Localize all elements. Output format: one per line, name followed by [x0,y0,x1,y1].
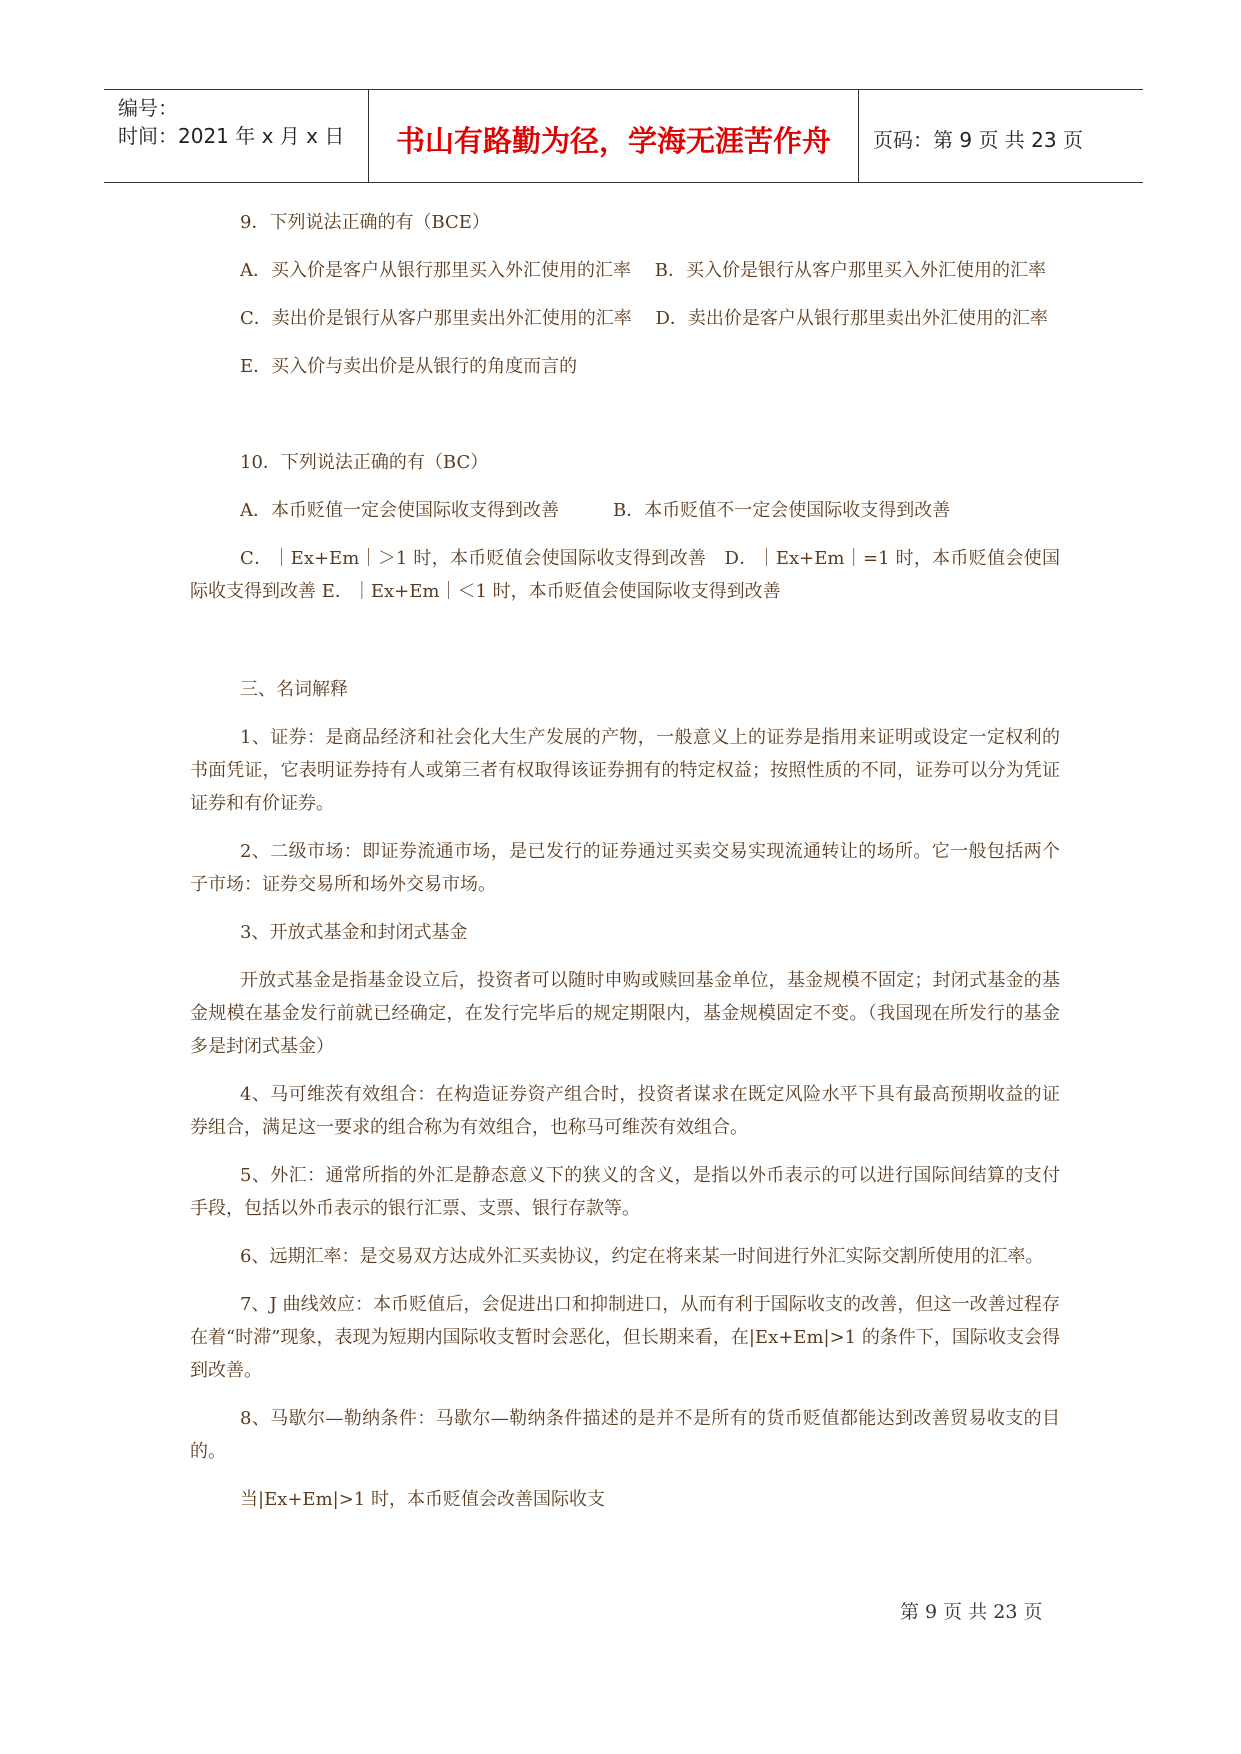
term-paragraph: 7、J 曲线效应：本币贬值后，会促进出口和抑制进口，从而有利于国际收支的改善，但这一改善过程存在着“时滞”现象，表现为短期内国际收支暂时会恶化，但长期来看，在|Ex+Em|>1 的条件下，国际收支会得到改善。 [190,1294,1060,1381]
spacer [190,398,1060,446]
document-number-label: 编号： [118,96,178,120]
document-header [104,89,1143,183]
page-footer: 第 9 页 共 23 页 [900,1601,1043,1623]
question-9-option-line: C．卖出价是银行从客户那里卖出外汇使用的汇率 D．卖出价是客户从银行那里卖出外汇使用的汇率 [240,308,1048,329]
header-motto: 书山有路勤为径，学海无涯苦作舟 [395,124,831,158]
question-9-stem: 9．下列说法正确的有（BCE） [240,212,490,233]
question-10-option-line: A．本币贬值一定会使国际收支得到改善 B．本币贬值不一定会使国际收支得到改善 [240,500,951,521]
term-paragraph: 当|Ex+Em|>1 时，本币贬值会改善国际收支 [240,1489,605,1510]
header-meta-cell [104,90,369,182]
document-time: 时间：2021 年 x 月 x 日 [118,124,345,148]
term-paragraph: 开放式基金是指基金设立后，投资者可以随时申购或赎回基金单位，基金规模不固定；封闭式基金的基金规模在基金发行前就已经确定，在发行完毕后的规定期限内，基金规模固定不变。（我国现在所发行的基金多是封闭式基金） [190,970,1060,1057]
spacer [190,623,1060,673]
term-paragraph: 2、二级市场：即证券流通市场，是已发行的证券通过买卖交易实现流通转让的场所。它一般包括两个子市场：证券交易所和场外交易市场。 [190,841,1060,895]
term-paragraph: 5、外汇：通常所指的外汇是静态意义下的狭义的含义，是指以外币表示的可以进行国际间结算的支付手段，包括以外币表示的银行汇票、支票、银行存款等。 [190,1165,1060,1219]
header-page-info: 页码：第 9 页 共 23 页 [873,128,1083,152]
question-10-stem: 10．下列说法正确的有（BC） [240,452,489,473]
term-paragraph: 3、开放式基金和封闭式基金 [240,922,468,943]
document-body [190,206,1060,1531]
question-9-option-line: E．买入价与卖出价是从银行的角度而言的 [240,356,578,377]
question-10-option-line: C．｜Ex+Em｜＞1 时，本币贬值会使国际收支得到改善 D．｜Ex+Em｜=1 时，本币贬值会使国际收支得到改善 E．｜Ex+Em｜＜1 时，本币贬值会使国际收支得到改善 [190,548,1060,602]
question-9-option-line: A．买入价是客户从银行那里买入外汇使用的汇率 B．买入价是银行从客户那里买入外汇使用的汇率 [240,260,1046,281]
header-motto-cell [369,90,859,182]
term-paragraph: 1、证券：是商品经济和社会化大生产发展的产物，一般意义上的证券是指用来证明或设定一定权利的书面凭证，它表明证券持有人或第三者有权取得该证券拥有的特定权益；按照性质的不同，证券可以分为凭证证券和有价证券。 [190,727,1060,814]
header-page-cell [859,90,1143,182]
term-paragraph: 6、远期汇率：是交易双方达成外汇买卖协议，约定在将来某一时间进行外汇实际交割所使用的汇率。 [240,1246,1044,1267]
term-paragraph: 8、马歇尔—勒纳条件：马歇尔—勒纳条件描述的是并不是所有的货币贬值都能达到改善贸易收支的目的。 [190,1408,1060,1462]
term-paragraph: 4、马可维茨有效组合：在构造证券资产组合时，投资者谋求在既定风险水平下具有最高预期收益的证券组合，满足这一要求的组合称为有效组合，也称马可维茨有效组合。 [190,1084,1060,1138]
section-title: 三、名词解释 [240,679,348,700]
